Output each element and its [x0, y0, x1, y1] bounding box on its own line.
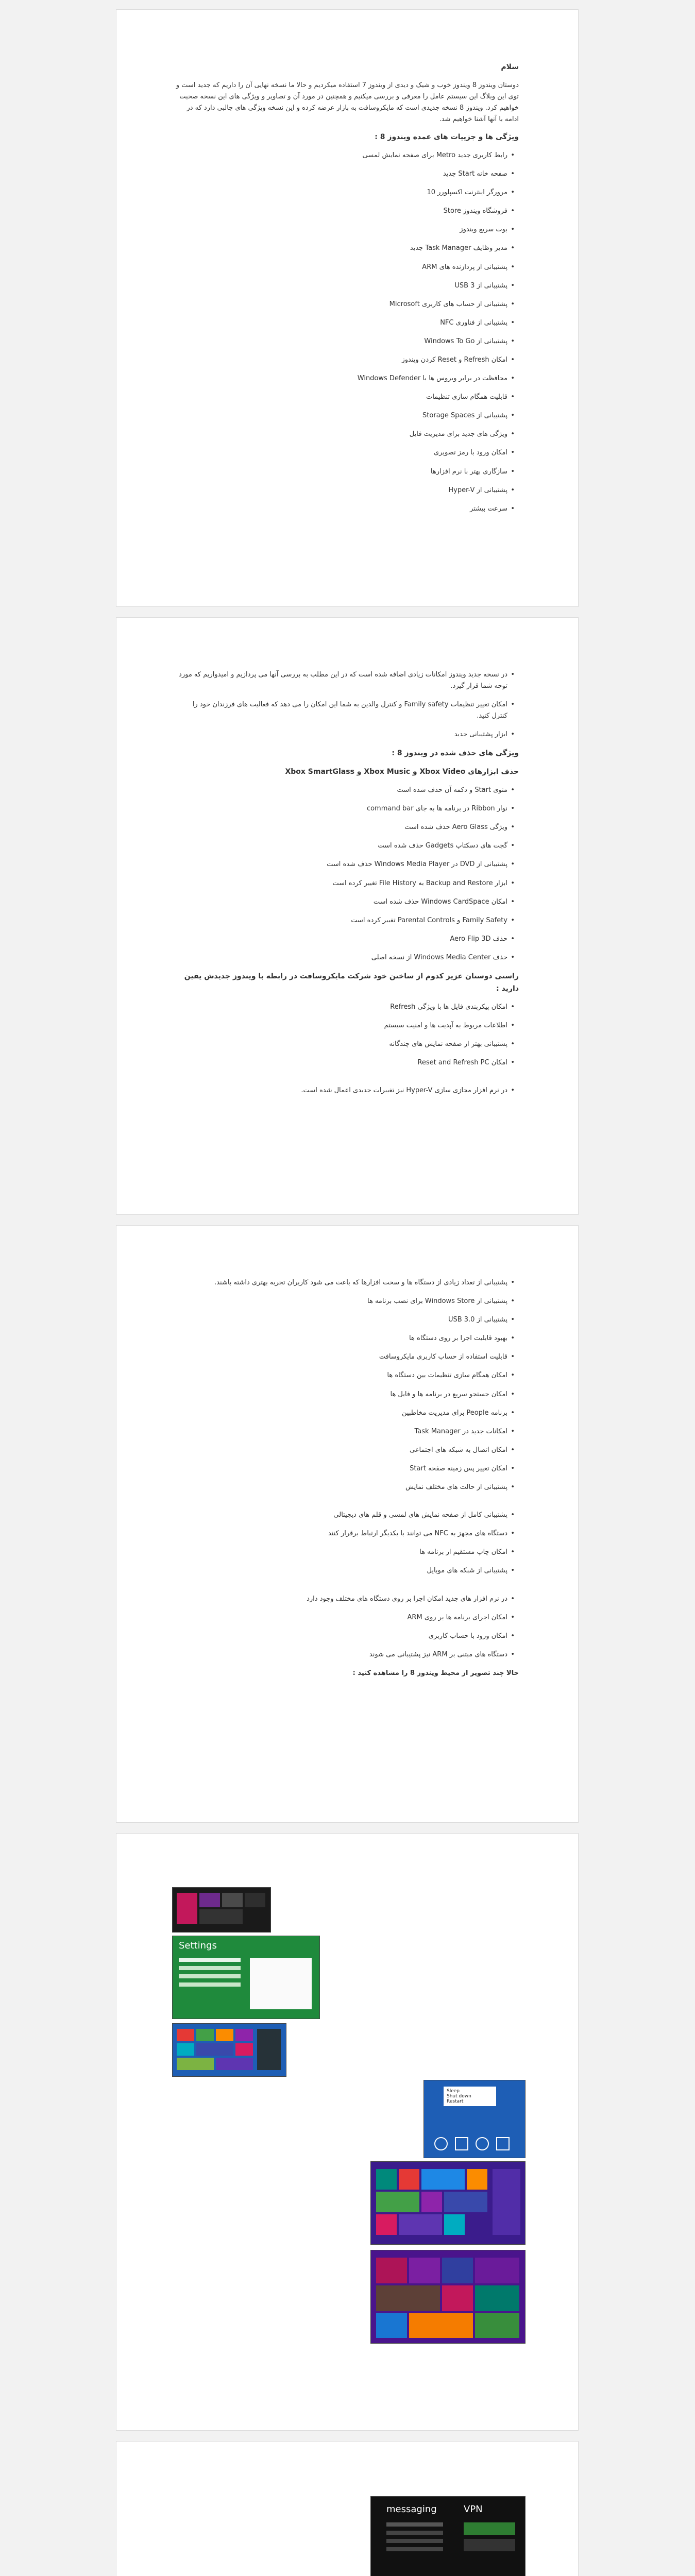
messaging-title: messaging [386, 2504, 437, 2515]
list-item: • پشتیبانی از USB 3 [176, 280, 513, 292]
list-item: • رابط کاربری جدید Metro برای صفحه نمایش لمسی [176, 150, 513, 161]
list-item: • امکان پیکربندی فایل ها با ویژگی Refresh [176, 1002, 513, 1013]
list-item: • پشتیبانی از حساب های کاربری Microsoft [176, 299, 513, 310]
list-item: • مدیر وظایف Task Manager جدید [176, 243, 513, 254]
document-page-4 [116, 1833, 579, 2431]
network-icon [455, 2137, 468, 2150]
screenshot-purple-start-1 [370, 2161, 526, 2245]
menu-item-sleep: Sleep [447, 2089, 460, 2094]
list-item: • امکان همگام سازی تنظیمات بین دستگاه ها [176, 1370, 513, 1381]
list-item: • سرعت بیشتر [176, 503, 513, 515]
list-item: • قابلیت همگام سازی تنظیمات [176, 392, 513, 403]
menu-item-restart: Restart [447, 2099, 464, 2104]
list-item: • بهبود قابلیت اجرا بر روی دستگاه ها [176, 1333, 513, 1344]
list-item: • پشتیبانی از تعداد زیادی از دستگاه ها و سخت افزارها که باعث می شود کاربران تجربه بهتری داشته باشند. [176, 1277, 513, 1289]
removed-heading: ویژگی های حذف شده در ویندوز 8 : [392, 749, 519, 758]
question-heading: راستی دوستان عزیز کدوم از ساختن خود شرکت مایکروسافت در رابطه با ویندوز جدیدش یقین دارید : [184, 972, 519, 993]
list-item: • پشتیبانی از شبکه های موبایل [176, 1565, 513, 1577]
question-list [176, 1002, 519, 1069]
items-c-list [176, 1594, 519, 1660]
list-item: • اطلاعات مربوط به آپدیت ها و امنیت سیستم [176, 1020, 513, 1031]
settings-title: Settings [179, 1940, 217, 1951]
greeting: سلام [501, 63, 519, 71]
list-item: • امکان ورود با رمز تصویری [176, 447, 513, 459]
list-item: • امکان اجرای برنامه ها بر روی ARM [176, 1612, 513, 1623]
list-item: • در نسخه جدید ویندوز امکانات زیادی اضافه شده است که در این مطلب به بررسی آنها می پردازیم و امیدواریم که مورد توجه شما قرار گیرد. [176, 669, 513, 692]
list-item: • امکان جستجو سریع در برنامه ها و فایل ها [176, 1389, 513, 1400]
vpn-title: VPN [464, 2504, 483, 2515]
list-item: • مرورگر اینترنت اکسپلورر 10 [176, 187, 513, 198]
list-item: • دستگاه های مبتنی بر ARM نیز پشتیبانی می شوند [176, 1649, 513, 1660]
list-item: • پشتیبانی از DVD در Windows Media Player حذف شده است [176, 859, 513, 870]
screenshot-messaging-vpn [370, 2496, 526, 2576]
list-item: • سازگاری بهتر با نرم افزارها [176, 466, 513, 478]
list-item: • در نرم افزار های جدید امکان اجرا بر روی دستگاه های مختلف وجود دارد [176, 1594, 513, 1605]
list-item: • ویژگی های جدید برای مدیریت فایل [176, 429, 513, 440]
items-b-list [176, 1510, 519, 1577]
list-item: • صفحه خانه Start جدید [176, 168, 513, 180]
list-item: • پشتیبانی بهتر از صفحه نمایش های چندگانه [176, 1039, 513, 1050]
intro-paragraph: دوستان ویندوز 8 ویندوز خوب و شیک و دیدی از ویندوز 7 استفاده میکردیم و حالا ما نسخه نهایی آن را داریم که جدید است و توی این وبلاگ این سیستم عامل را معرفی و بررسی میکنیم و همچنین در مورد آن و تصاویر و ویژگی های این نسخه صحبت خواهیم کرد. ویندوز 8 نسخه جدیدی است که مایکروسافت به بازار عرضه کرده و این نسخه ویژگی های جالبی دارد که در ادامه با آنها آشنا خواهیم شد. [176, 81, 519, 124]
removed-lead: حذف ابزارهای Xbox Video و Xbox Music و Xbox SmartGlass [285, 768, 519, 776]
closing-list [176, 1085, 519, 1096]
list-item: • دستگاه های مجهز به NFC می توانند با یکدیگر ارتباط برقرار کنند [176, 1528, 513, 1539]
intro-list [176, 669, 519, 740]
list-item: • محافظت در برابر ویروس ها با Windows Defender [176, 373, 513, 384]
screenshot-settings [172, 1936, 320, 2019]
list-item: • حذف Aero Flip 3D [176, 934, 513, 945]
removed-list [176, 785, 519, 963]
list-item: • ویژگی Aero Glass حذف شده است [176, 822, 513, 833]
list-item: • قابلیت استفاده از حساب کاربری مایکروسافت [176, 1351, 513, 1363]
list-item: • فروشگاه ویندوز Store [176, 206, 513, 217]
list-item: • Family Safety و Parental Controls تغییر کرده است [176, 915, 513, 926]
keyboard-icon [496, 2137, 510, 2150]
list-item: • امکان چاپ مستقیم از برنامه ها [176, 1547, 513, 1558]
features-heading: ویژگی ها و جزییات های عمده ویندوز 8 : [375, 133, 519, 142]
list-item: • بوت سریع ویندوز [176, 224, 513, 235]
screenshot-blue-start [172, 2023, 286, 2077]
list-item: • حذف Windows Media Center از نسخه اصلی [176, 952, 513, 963]
items-a-list [176, 1277, 519, 1493]
screenshot-purple-start-2 [370, 2250, 526, 2344]
list-item: • امکان Reset and Refresh PC [176, 1057, 513, 1069]
list-item: • ابزار Backup and Restore به File History تغییر کرده است [176, 878, 513, 889]
list-item: • پشتیبانی از USB 3.0 [176, 1314, 513, 1326]
list-item: • امکان تغییر پس زمینه صفحه Start [176, 1463, 513, 1475]
list-item: • امکان اتصال به شبکه های اجتماعی [176, 1445, 513, 1456]
list-item: • امکان Refresh و Reset کردن ویندوز [176, 354, 513, 366]
list-item: • برنامه People برای مدیریت مخاطبین [176, 1408, 513, 1419]
list-item: • ابزار پشتیبانی جدید [176, 729, 513, 740]
list-item: • منوی Start و دکمه آن حذف شده است [176, 785, 513, 796]
list-item: • در نرم افزار مجازی سازی Hyper-V نیز تغییرات جدیدی اعمال شده است. [176, 1085, 513, 1096]
list-item: • پشتیبانی از Storage Spaces [176, 410, 513, 421]
features-list [176, 150, 519, 515]
power-icon [434, 2137, 448, 2150]
list-item: • امکان تغییر تنظیمات Family safety و کنترل والدین به شما این امکان را می دهد که فعالیت های فرزندان خود را کنترل کنید. [176, 699, 513, 722]
list-item: • پشتیبانی از Windows To Go [176, 336, 513, 347]
brightness-icon [476, 2137, 489, 2150]
list-item: • نوار Ribbon در برنامه ها به جای command bar [176, 803, 513, 815]
list-item: • پشتیبانی از پردازنده های ARM [176, 262, 513, 273]
list-item: • پشتیبانی از Hyper-V [176, 485, 513, 496]
list-item: • پشتیبانی از حالت های مختلف نمایش [176, 1482, 513, 1493]
list-item: • پشتیبانی کامل از صفحه نمایش های لمسی و قلم های دیجیتالی [176, 1510, 513, 1521]
screenshot-power-menu [423, 2080, 526, 2158]
menu-item-shutdown: Shut down [447, 2094, 471, 2099]
list-item: • امکانات جدید در Task Manager [176, 1426, 513, 1437]
list-item: • گجت های دسکتاپ Gadgets حذف شده است [176, 840, 513, 852]
list-item: • امکان Windows CardSpace حذف شده است [176, 896, 513, 908]
document-page-2 [116, 617, 579, 1215]
document-page-5 [116, 2441, 579, 2576]
closing-note: حالا چند تصویر از محیط ویندوز 8 را مشاهده کنید : [352, 1669, 519, 1677]
document-page-3 [116, 1225, 579, 1823]
list-item: • پشتیبانی از فناوری NFC [176, 317, 513, 329]
list-item: • پشتیبانی از Windows Store برای نصب برنامه ها [176, 1296, 513, 1307]
list-item: • امکان ورود با حساب کاربری [176, 1631, 513, 1642]
document-page-1 [116, 9, 579, 607]
screenshot-dark-start [172, 1887, 271, 1933]
